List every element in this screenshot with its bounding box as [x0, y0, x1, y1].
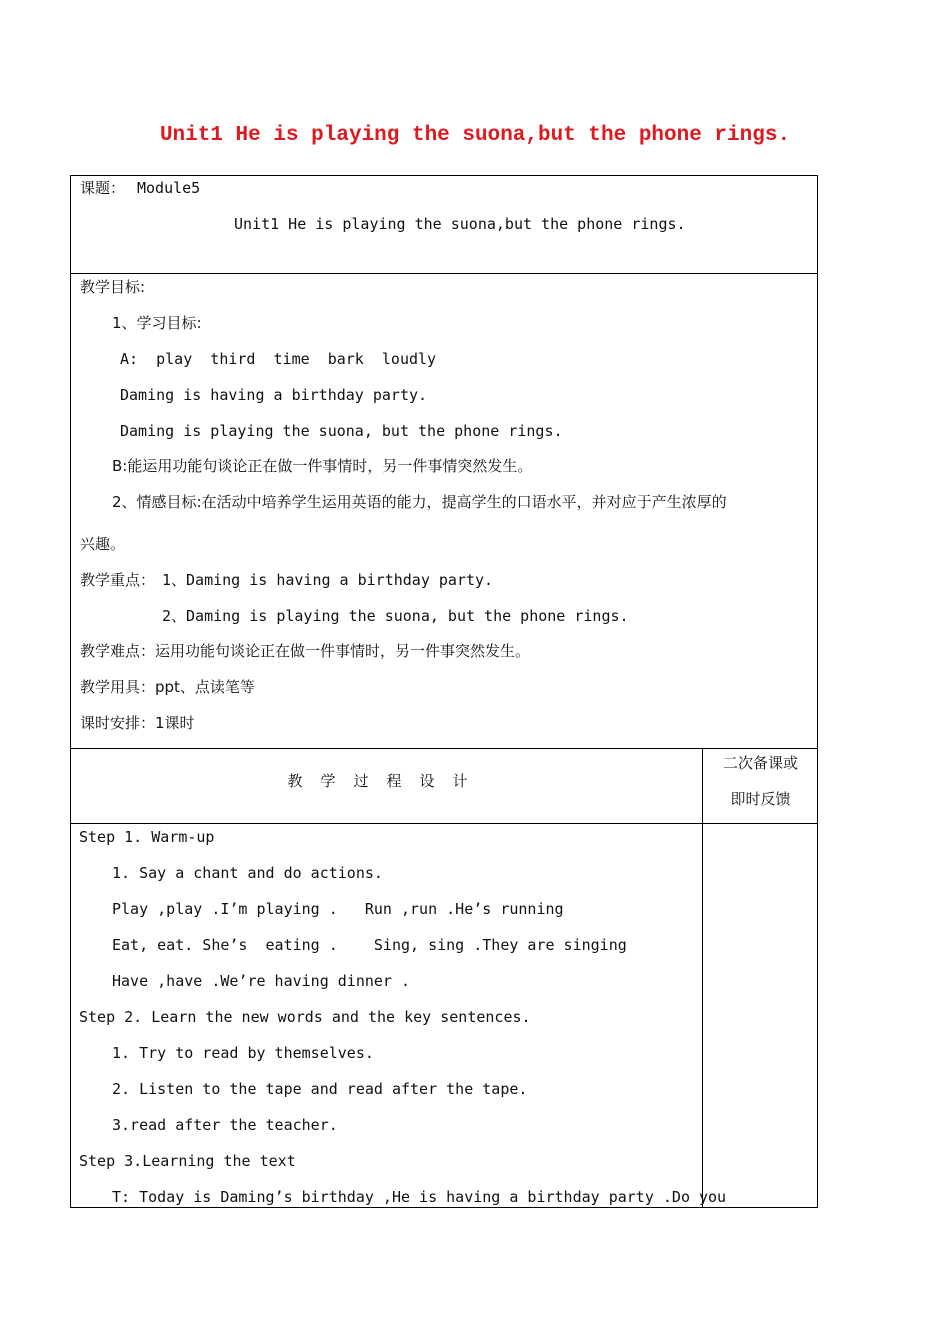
key-points-label: 教学重点：: [80, 571, 156, 589]
objectives-heading: 教学目标:: [80, 278, 146, 296]
chant-line: Eat, eat. She’s eating . Sing, sing .They are singing: [112, 936, 627, 954]
chant-line: Play ,play .I’m playing . Run ,run .He’s running: [112, 900, 564, 918]
objective-b: B:能运用功能句谈论正在做一件事情时，另一件事情突然发生。: [112, 457, 533, 475]
unit-title: Unit1 He is playing the suona,but the phone rings.: [234, 215, 686, 233]
process-header: 教学过程设计: [287, 772, 486, 790]
chant-line: Have ,have .We’re having dinner .: [112, 972, 411, 990]
step-line: T: Today is Daming’s birthday ,He is having a birthday party .Do you: [112, 1188, 727, 1206]
document-title: Unit1 He is playing the suona,but the phone rings.: [159, 124, 791, 147]
key-point: 2、Daming is playing the suona, but the phone rings.: [162, 607, 629, 625]
feedback-header: 二次备课或: [722, 754, 798, 772]
row-divider: [70, 273, 818, 274]
module-name: Module5: [137, 179, 201, 197]
class-schedule: 课时安排：1课时: [80, 714, 195, 732]
step-heading: Step 3.Learning the text: [79, 1152, 296, 1170]
step-line: 1. Say a chant and do actions.: [112, 864, 383, 882]
difficulty-point: 教学难点：运用功能句谈论正在做一件事情时，另一件事突然发生。: [80, 642, 531, 660]
row-divider: [70, 748, 818, 749]
step-line: 2. Listen to the tape and read after the tape.: [112, 1080, 528, 1098]
teaching-tools: 教学用具：ppt、点读笔等: [80, 678, 255, 696]
key-point: 1、Daming is having a birthday party.: [162, 571, 494, 589]
step-line: 3.read after the teacher.: [112, 1116, 338, 1134]
key-sentence: Daming is playing the suona, but the phone rings.: [120, 422, 563, 440]
vocabulary-words: A: play third time bark loudly: [120, 350, 437, 368]
column-divider: [702, 748, 703, 1208]
key-sentence: Daming is having a birthday party.: [120, 386, 428, 404]
step-heading: Step 1. Warm-up: [79, 828, 215, 846]
emotional-objective: 2、情感目标:在活动中培养学生运用英语的能力，提高学生的口语水平，并对应于产生浓厚的: [112, 493, 727, 511]
learning-objective-item: 1、学习目标:: [112, 314, 202, 332]
step-line: 1. Try to read by themselves.: [112, 1044, 374, 1062]
feedback-header: 即时反馈: [730, 790, 791, 808]
topic-label: 课题：: [80, 179, 126, 197]
row-divider: [70, 823, 818, 824]
step-heading: Step 2. Learn the new words and the key sentences.: [79, 1008, 531, 1026]
emotional-objective-continued: 兴趣。: [80, 535, 126, 553]
